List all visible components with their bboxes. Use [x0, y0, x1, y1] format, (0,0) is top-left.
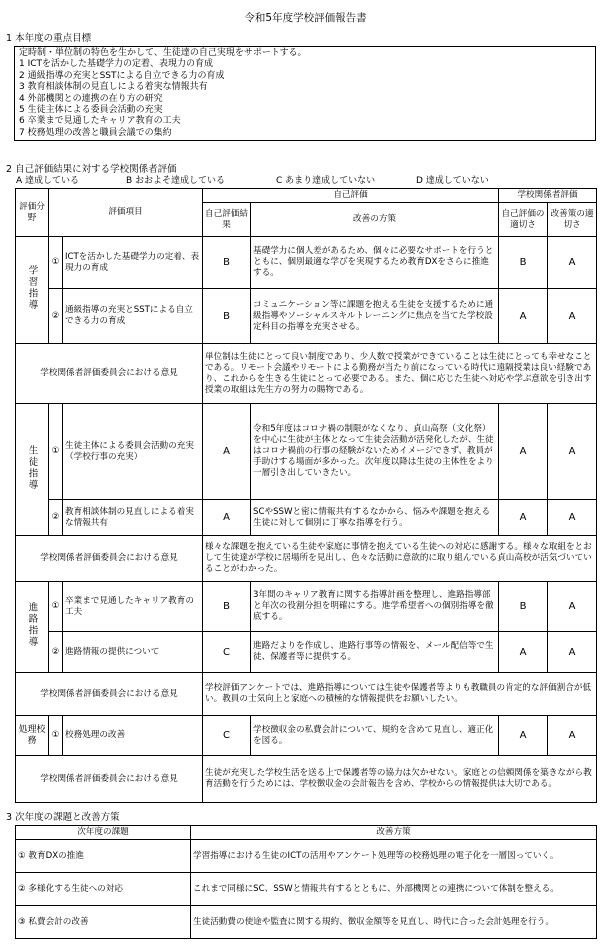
header-item: 評価項目 — [49, 189, 203, 237]
improvement-plan: 令和5年度はコロナ禍の制限がなくなり、貞山高祭（文化祭）を中心に生徒が主体となって生徒会活動が活発化したが、生徒はコロナ禍前の行事の経験がないためイメージできず、教員が手助けする場面が多かった。次年度以降は生徒の主体性をより一層引き出していきたい。 — [251, 404, 499, 500]
item-number: ① — [49, 237, 63, 289]
category-label: 処理校務 — [18, 724, 46, 746]
improvement-plan: 3年間のキャリア教育に関する指導計画を整理し、進路指導部と年次の役割分担を明確にする。進学希望者への個別指導を徹底する。 — [251, 582, 499, 632]
task-cell: ② 多様化する生徒への対応 — [16, 873, 191, 906]
category-label: 生徒指導 — [26, 444, 38, 491]
committee-label: 学校関係者評価委員会における意見 — [16, 536, 203, 582]
committee-opinion: 様々な課題を抱えている生徒や家庭に事情を抱えている生徒への対応に感謝する。様々な取組をとおして生徒達が学校に居場所を見出し、色々な活動に意欲的に取り組んでいる貞山高校が活気づいていることがわかった。 — [203, 536, 597, 582]
self-eval-rating: A — [499, 632, 548, 673]
header-self-appropriate: 自己評価の適切さ — [499, 203, 548, 237]
header-task: 次年度の課題 — [16, 826, 191, 840]
self-result: A — [203, 500, 251, 536]
header-category: 評価分野 — [16, 189, 49, 237]
item-text: 教育相談体制の見直しによる着実な情報共有 — [63, 500, 203, 536]
self-result: C — [203, 632, 251, 673]
header-self-result: 自己評価結果 — [203, 203, 251, 237]
category-label: 学習指導 — [26, 265, 38, 311]
self-result: B — [203, 237, 251, 289]
item-number: ② — [49, 632, 63, 673]
plan-eval-rating: A — [548, 237, 597, 289]
self-eval-rating: B — [499, 582, 548, 632]
plan-cell: 生徒活動費の使途や監査に関する規約、徴収金額等を見直し、時代に合った会計処理を行う。 — [191, 906, 597, 939]
committee-label: 学校関係者評価委員会における意見 — [16, 756, 203, 803]
item-text: 生徒主体による委員会活動の充実（学校行事の充実） — [63, 404, 203, 500]
committee-opinion: 生徒が充実した学校生活を送る上で保護者等の協力は欠かせない。家庭との信頼関係を築きながら教育活動を行うためには、学校徴収金の会計報告を含め、学校からの情報提供は大切である。 — [203, 756, 597, 803]
plan-cell: 学習指導における生徒のICTの活用やアンケート処理等の校務処理の電子化を一層図っていく。 — [191, 840, 597, 873]
section3-heading: 3 次年度の課題と改善方策 — [6, 812, 120, 823]
task-cell: ① 教育DXの推進 — [16, 840, 191, 873]
legend-c: C あまり達成していない — [276, 176, 376, 186]
self-eval-rating: A — [499, 404, 548, 500]
legend-a: A 達成している — [16, 176, 80, 186]
improvement-plan: コミュニケーション等に課題を抱える生徒を支援するために通級指導やソーシャルスキルトレーニングに焦点を当てた学校設定科目の指導を充実させる。 — [251, 289, 499, 344]
item-text: ICTを活かした基礎学力の定着、表現力の育成 — [63, 237, 203, 289]
evaluation-table — [15, 188, 597, 803]
goal-line: 定時制・単位制の特色を生かして、生徒達の自己実現をサポートする。 — [19, 48, 307, 58]
improvement-plan: 基礎学力に個人差があるため、個々に必要なサポートを行うとともに、個別最適な学びを実現するため教育DXをさらに推進する。 — [251, 237, 499, 289]
item-number: ① — [49, 404, 63, 500]
plan-eval-rating: A — [548, 289, 597, 344]
header-improvement: 改善の方策 — [251, 203, 499, 237]
plan-cell: これまで同様にSC、SSWと情報共有するとともに、外部機関との連携について体制を整える。 — [191, 873, 597, 906]
category-cell — [16, 716, 49, 756]
section2-heading: 2 自己評価結果に対する学校関係者評価 — [6, 164, 177, 175]
improvement-plan: 進路だよりを作成し、進路行事等の情報を、メール配信等で生徒、保護者等に提供する。 — [251, 632, 499, 673]
goal-line: 4 外部機関との連携の在り方の研究 — [19, 93, 163, 104]
item-number: ② — [49, 500, 63, 536]
committee-label: 学校関係者評価委員会における意見 — [16, 673, 203, 716]
goal-line: 2 通級指導の充実とSSTによる自立できる力の育成 — [19, 70, 225, 81]
self-result: A — [203, 404, 251, 500]
committee-opinion: 学校評価アンケートでは、進路指導については生徒や保護者等よりも教職員の肯定的な評価割合が低い。教員の士気向上と家庭への積極的な情報提供をお願いしたい。 — [203, 673, 597, 716]
item-number: ② — [49, 289, 63, 344]
item-number: ① — [49, 582, 63, 632]
header-plan: 改善方策 — [191, 826, 597, 840]
goal-line: 7 校務処理の改善と職員会議での集約 — [19, 127, 172, 138]
goal-line: 5 生徒主体による委員会活動の充実 — [19, 105, 163, 116]
self-result: C — [203, 716, 251, 756]
self-eval-rating: A — [499, 716, 548, 756]
category-cell — [16, 404, 49, 536]
item-text: 通級指導の充実とSSTによる自立できる力の育成 — [63, 289, 203, 344]
category-cell — [16, 582, 49, 673]
section1-heading: 1 本年度の重点目標 — [6, 33, 92, 44]
item-number: ① — [49, 716, 63, 756]
next-year-table — [15, 825, 597, 939]
goal-line: 3 教育相談体制の見直しによる着実な情報共有 — [19, 82, 208, 93]
goal-line: 1 ICTを活かした基礎学力の定着、表現力の育成 — [19, 59, 214, 70]
plan-eval-rating: A — [548, 500, 597, 536]
goals-box — [14, 46, 596, 141]
category-cell — [16, 237, 49, 344]
item-text: 校務処理の改善 — [63, 716, 203, 756]
plan-eval-rating: A — [548, 582, 597, 632]
self-result: B — [203, 582, 251, 632]
goal-line: 6 卒業まで見通したキャリア教育の工夫 — [19, 116, 181, 127]
rating-legend — [16, 176, 489, 187]
task-cell: ③ 私費会計の改善 — [16, 906, 191, 939]
category-label: 進路指導 — [26, 602, 38, 648]
plan-eval-rating: A — [548, 716, 597, 756]
self-eval-rating: A — [499, 289, 548, 344]
header-school-group: 学校関係者評価 — [499, 189, 597, 203]
item-text: 卒業まで見通したキャリア教育の工夫 — [63, 582, 203, 632]
self-eval-rating: B — [499, 237, 548, 289]
document-title: 令和5年度学校評価報告書 — [244, 12, 367, 24]
committee-label: 学校関係者評価委員会における意見 — [16, 344, 203, 404]
header-plan-appropriate: 改善策の適切さ — [548, 203, 597, 237]
legend-b: B おおよそ達成している — [126, 176, 226, 186]
improvement-plan: 学校徴収金の私費会計について、規約を含めて見直し、適正化を図る。 — [251, 716, 499, 756]
header-self-group: 自己評価 — [203, 189, 499, 203]
self-result: B — [203, 289, 251, 344]
plan-eval-rating: A — [548, 632, 597, 673]
self-eval-rating: A — [499, 500, 548, 536]
committee-opinion: 単位制は生徒にとって良い制度であり、少人数で授業ができていることは生徒にとっても幸せなことである。リモート会議やリモートによる勤務が当たり前になっている時代に遠隔授業は良い経験であり、これからを生きる生徒にとって必要である。また、個に応じた生徒へ対応や学ぶ意欲を引き出す授業の取組は先生方の努力の賜物である。 — [203, 344, 597, 404]
item-text: 進路情報の提供について — [63, 632, 203, 673]
legend-d: D 達成していない — [416, 176, 489, 186]
improvement-plan: SCやSSWと密に情報共有するなかから、悩みや課題を抱える生徒に対して個別に丁寧な指導を行う。 — [251, 500, 499, 536]
plan-eval-rating: A — [548, 404, 597, 500]
